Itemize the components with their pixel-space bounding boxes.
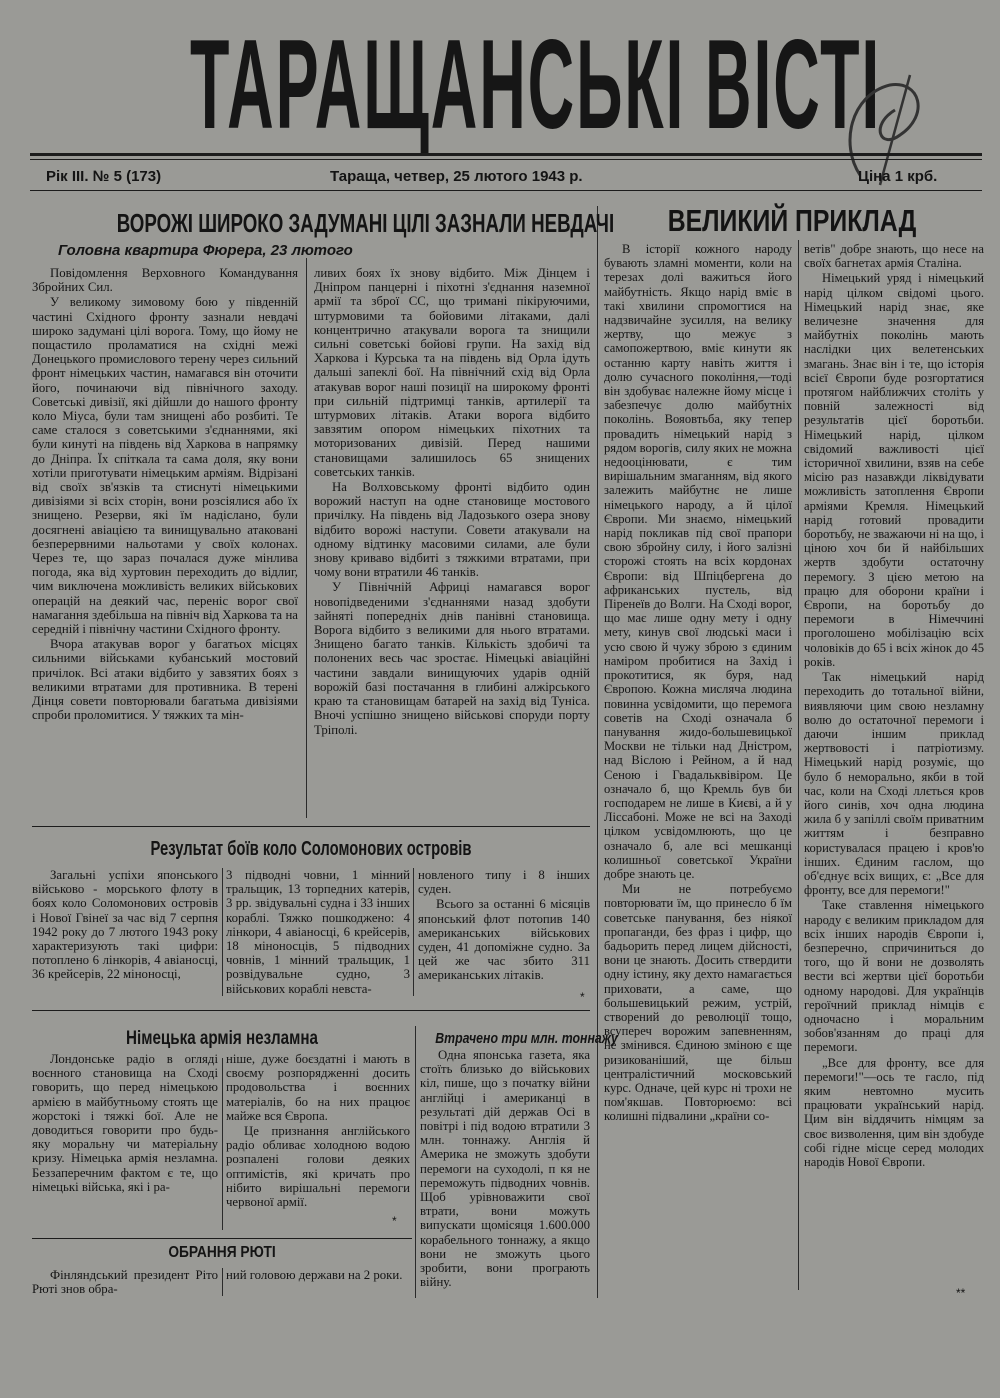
article5-top-rule bbox=[32, 1238, 412, 1239]
article2-divider-1 bbox=[222, 868, 223, 996]
article2-paragraph: 3 підводні човни, 1 мінний тральщик, 13 торпедних катерів, 3 рр. звідувальні судна і 33 інших кораблі. Тяжко пошкоджено: 4 лінкори, 4 авіаносці, 6 крейсерів, 18 міноносців, 5 підводних човнів, 1 мінний тральщик, 1 розвідувальне судно, 3 військових кораблі невста- bbox=[226, 868, 410, 996]
article6-paragraph: „Все для фронту, все для перемоги!"—ось те гасло, під яким невтомно мусить працювати український нарід. Цим він віддячить німцям за своє визволення, цим він здобуде собі гідне місце серед молодих народів Нової Європи. bbox=[804, 1055, 984, 1169]
article2-paragraph: Всього за останні 6 місяців японський флот потопив 140 американських військових суден, 41 допоміжне судно. За цей же час збито 311 американських літаків. bbox=[418, 897, 590, 983]
article2-bottom-rule bbox=[32, 1010, 590, 1011]
article3-end-mark: * bbox=[392, 1214, 397, 1228]
place-date: Тараща, четвер, 25 лютого 1943 р. bbox=[330, 168, 583, 185]
article6-paragraph: ветів" добре знають, що несе на своїх багнетах армія Сталіна. bbox=[804, 242, 984, 271]
issue-number: Рік III. № 5 (173) bbox=[46, 168, 162, 185]
column-divider-main bbox=[597, 206, 598, 1298]
article1-paragraph: У Північній Африці намагався ворог новопідведеними з'єднаннями назад здобути зайняті попередніх днів панівні становища. Ворога відбито з великими для нього втратами. Знищено багато танків. Кількість здобичі та полонених весь час зростає. Німецькі авіаційні частини завдали винищуючих ударів одній ворожій базі постачання в глибині алжірського краю та становищам батарей на захід від Туніса. Вночі успішно знищено військові споруди порту Тріполі. bbox=[314, 580, 590, 737]
article5-paragraph: Фінляндський президент Ріто Рюті знов обра- bbox=[32, 1268, 218, 1297]
masthead-title: ТАРАЩАНСЬКІ ВІСТІ bbox=[190, 14, 882, 157]
article6-column-2 bbox=[804, 242, 984, 1286]
article2-headline: Результат боїв коло Соломонових островів bbox=[150, 838, 472, 860]
article5-column-1 bbox=[32, 1268, 218, 1302]
article1-paragraph: У великому зимовому бою у південній частині Східного фронту зазнали невдачі широко задумані цілі ворога. Тому, що йому не пощастило проламатися на східні межі Донецького промислового терену через сильний фронт німецьких частин, намагався він оточити його, починаючи від північного заходу. Советські дивізії, які дійшли до нашого фронту коло Міуса, були там знищені або розбиті. Те саме сталося з советськими з'єднаннями, які були кинуті на південь від Харкова в напрямку до Дніпра. Їх спіткала та сама доля, яку вони хотіли приготувати німецьким арміям. Відрізані від своїх зв'язків та стиснуті німецькими дивізіями зі всіх сторін, вони розсіялися або їх знищено. Резерви, які їм надіслано, були досягнені авіацією та винищувально атаковані безперервними нальотами у своїх колонах. Через те, що зараз почалася дуже мінлива погода, яка від хуртовин переходить до відлиг, чим виключена можливість великих військових операцій на деякий час, переніс ворог свої намагання здебільша на північ від Харкова та на середній і північну частини Східного фронту. bbox=[32, 295, 298, 637]
article1-subhead: Головна квартира Фюрера, 23 лютого bbox=[58, 242, 353, 259]
article3-column-1 bbox=[32, 1052, 218, 1238]
article3-paragraph: Це признання англійського радіо обливає холодною водою розпалені голови деяких оптимістів, які кричать про нібито вирішальні перемоги червоної армії. bbox=[226, 1124, 410, 1210]
article6-headline: ВЕЛИКИЙ ПРИКЛАД bbox=[667, 203, 917, 238]
article6-paragraph: Так німецький нарід переходить до тотальної війни, виявляючи цим свою незламну волю до остаточної перемоги і даючи іншим приклад жертвовості і патріотизму. Німецький нарід розуміє, що було б неморально, якби в той час, коли на Сході ллється кров його синів, хоч одна людина жила б у запіллі своїм приватним життям і безправно користувалася працею і кров'ю інших. Єдиним гаслом, що об'єднує всіх вищих, є: „Все для фронту, все для перемоги!" bbox=[804, 670, 984, 898]
article1-column-2 bbox=[314, 266, 590, 822]
article6-paragraph: Німецький уряд і німецький нарід цілком свідомі цього. Німецький нарід знає, яке величезне значення для майбутніх поколінь мають наслідки цих велетенських змагань. Знає він і те, що історія всієї Європи буде розгортатися протягом найближчих століть у повній залежності від результатів цієї боротьби. Німецький нарід, цілком свідомий важливості цієї історичної хвилини, взяв на себе місію раз назавжди ліквідувати можливість затоплення Європи арміями Кремля. Німецький нарід готовий провадити боротьбу, не зважаючи ні на що, і ціною хоч би й найбільших жертв здобути остаточну перемогу. З цією метою на працю для оборони країни і Європи, на боротьбу до перемоги в Німеччині проголошено мобілізацію всіх чоловіків до 65 і всіх жінок до 45 років. bbox=[804, 271, 984, 669]
article2-paragraph: новленого типу і 8 інших суден. bbox=[418, 868, 590, 897]
article5-headline: ОБРАННЯ РЮТІ bbox=[168, 1244, 276, 1261]
article6-paragraph: Ми не потребуємо повторювати їм, що принесло б їм советське панування, без ніякої пропаганди, без фраз і цифр, що бадьорить перед лицем дійсності, вони це знають. Досить ствердити одну істину, яку дехто намагається приховати, а саме, що большевицький режим, устрій, створений до революції тощо, всупереч ворожим запевненням, не змінився. Єдиною зміною є ще ризикованіший, ще більш централістичний московський курс. Одначе, цей курс ні трохи не пом'якшав. Повторюємо: всі колишні підвалини „країни со- bbox=[604, 882, 792, 1124]
article3-paragraph: ніше, дуже боєздатні і мають в своєму розпорядженні досить продовольства і воєнних матеріалів, бо на них працює майже вся Європа. bbox=[226, 1052, 410, 1123]
article2-end-mark: * bbox=[580, 990, 585, 1004]
article5-paragraph: ний головою держави на 2 роки. bbox=[226, 1268, 403, 1282]
dateline-rule bbox=[30, 190, 982, 191]
article3-column-2 bbox=[226, 1052, 410, 1238]
article2-paragraph: Загальні успіхи японського військово - морського флоту в боях коло Соломонових островів і Нової Гвінеї за час від 7 серпня 1942 року до 7 лютого 1943 року характеризують такі цифри: потоплено 6 лінкорів, 4 авіаносці, 36 крейсерів, 22 міноносці, bbox=[32, 868, 218, 982]
article2-divider-2 bbox=[413, 868, 414, 996]
article5-column-2 bbox=[226, 1268, 410, 1302]
article3-divider bbox=[222, 1058, 223, 1230]
article4-divider bbox=[415, 1026, 416, 1298]
column-divider-right bbox=[798, 240, 799, 1290]
article1-column-1 bbox=[32, 266, 298, 822]
article3-paragraph: Лондонське радіо в огляді воєнного становища на Сході говорить, що перед німецькою армією в майбутньому стоять ще жорстокі і тяжкі бої. Але не доводиться говорити про будь-яку моральну чи матеріальну кризу. Німецька армія незламна. Беззаперечним фактом є те, що німецькі війська, які і ра- bbox=[32, 1052, 218, 1194]
article2-column-3 bbox=[418, 868, 590, 988]
article6-paragraph: В історії кожного народу бувають зламні моменти, коли на терезах долі важиться його майбутність. Якщо нарід вміє в такі хвилини спромогтися на надзвичайне зусилля, на велику жертву, що межує з самопожертвою, вміє кинути як останню карту навіть життя і долю сучасного покоління,—тоді він здобуває належне йому місце і забезпечує долю майбутніх поколінь. Вояовтьба, яку тепер провадить німецький нарід з рядом ворогів, силу яких не можна недооцінювати, є тим вирішальним змаганням, від якого залежить майбутнє не лише німецького народу, а й цілої Європи. Ми знаємо, німецький нарід покликав під свої прапори свою збройну силу, і його залізні сторожі стоять на всіх кордонах Європи: від Шпіцбергена до африканських пустель, від Піренеїв до Волги. На Сході ворог, що має лише одну мету і одну мету, кинув свої людські маси і усю свою й чужу зброю з єдиним наміром пробитися на Захід і прокотитися, як буря, над Європою. Кожна мисляча людина повинна усвідомити, що перемога советів на Сході означала б панування жидо-большевицької Москви не тільки над Дністром, над Віслою і Рейном, а й над Сеною і Гвадальквівіром. Це означало б, що Кремль був би господарем не лише в Києві, а й у Ліссабоні. Може не всі на Заході цілком усвідомлюють, що це означало б, але всі мешканці колишньої советської України добре знають це. bbox=[604, 242, 792, 881]
article4-paragraph: Одна японська газета, яка стоїть близько до військових кіл, пише, що з початку війни англійці і американці в результаті дій держав Осі в повітрі і під водою втратили 3 млн. тоннажу. Англія й Америка не зможуть здобути перемоги на суходолі, п кя не переможуть підводних човнів. Щоб урівноважити свої втрати, вони можуть випускати щомісяця 1.600.000 корабельного тоннажу, а якщо вони не зможуть цього зробити, вони програють війну. bbox=[420, 1048, 590, 1290]
article6-end-mark: ** bbox=[956, 1286, 966, 1300]
article5-divider bbox=[222, 1268, 223, 1296]
article1-paragraph: Вчора атакував ворог у багатьох місцях сильними військами кубанський мостовий причілок. Всі атаки відбито у завзятих боях з великими втратами для противника. В терені Дінця совети повторювали багатьма дивізіями спроби проломитися. У тяжких та мін- bbox=[32, 637, 298, 723]
article4-headline: Втрачено три млн. тоннажу bbox=[435, 1030, 618, 1047]
article2-column-1 bbox=[32, 868, 218, 1008]
article4-body bbox=[420, 1048, 590, 1298]
article1-headline: ВОРОЖІ ШИРОКО ЗАДУМАНІ ЦІЛІ ЗАЗНАЛИ НЕВДАЧІ bbox=[116, 208, 615, 238]
article6-paragraph: Таке ставлення німецького народу є великим прикладом для всіх інших народів Європи і, безперечно, спричиниться до того, що й вони не дозволять вести всі жертви цієї боротьби одному народові. Для українців героїчний приклад німців є одночасно і моральним зобов'язанням до праці для перемоги. bbox=[804, 898, 984, 1055]
article1-paragraph: На Волховському фронті відбито один ворожий наступ на одне становище мостового причілку. На південь від Ладозького озера знову відбито ворожі наступи. Совети атакували на одному відтинку масовими силами, але були знову криваво відбиті з тяжкими втратами, при чому вони втратили 46 танків. bbox=[314, 480, 590, 580]
masthead-rule-top bbox=[30, 153, 982, 156]
article2-column-2 bbox=[226, 868, 410, 1008]
article6-column-1 bbox=[604, 242, 792, 1298]
article3-headline: Німецька армія незламна bbox=[126, 1028, 318, 1049]
masthead-rule-bottom bbox=[30, 159, 982, 160]
column-divider-article1 bbox=[306, 258, 307, 818]
article1-paragraph: Повідомлення Верховного Командування Збройних Сил. bbox=[32, 266, 298, 295]
price: Ціна 1 крб. bbox=[858, 168, 938, 185]
article1-paragraph: ливих боях їх знову відбито. Між Дінцем і Дніпром панцерні і піхотні з'єднання наземної армії та зброї СС, що тримані пікіруючими, штурмовими та бойовими літаками, далі концентрично атакували ворога та знищили сильні советські бойові групи. На захід від Харкова і Курська та на південь від Орла ідуть дальші запеклі бої. На північний схід від Орла атакував ворог наші позиції на широкому фронті при сильній підтримці танків, артилерії та штурмових літаків. Атаки ворога відбито завзятим опором німецьких піхотних та моторизованих дивізій. Перед нашими становищами залишилось 65 знищених советських танків. bbox=[314, 266, 590, 479]
article1-bottom-rule bbox=[32, 826, 590, 827]
